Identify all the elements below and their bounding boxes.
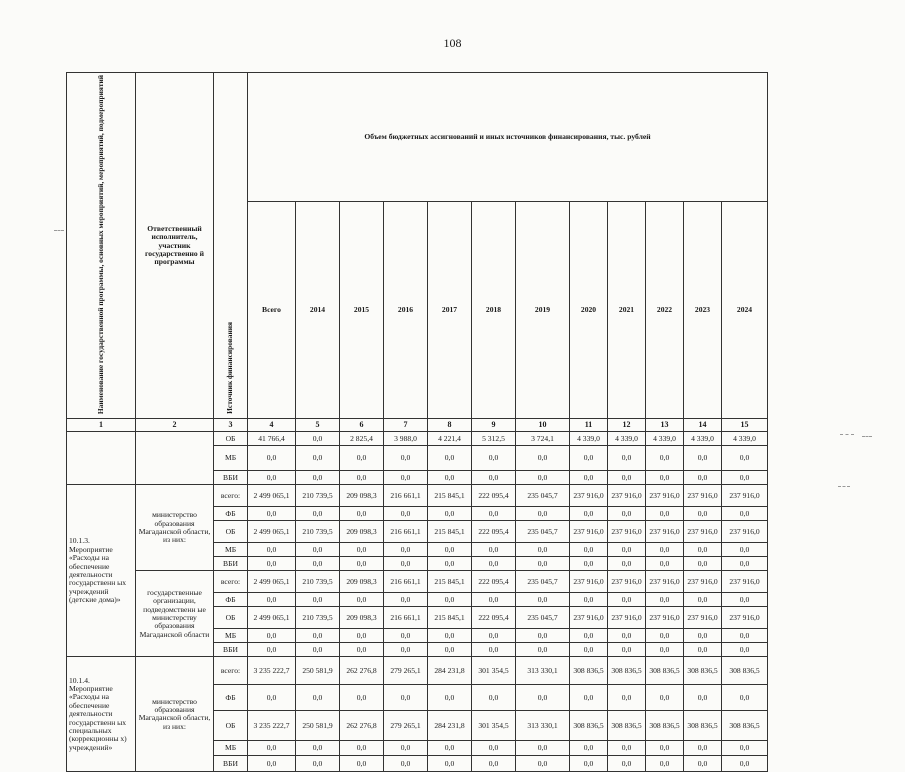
value-cell: 0,0 [384,593,428,607]
value-cell: 237 916,0 [684,485,722,507]
value-cell: 0,0 [646,557,684,571]
source-cell: ФБ [214,593,248,607]
value-cell: 237 916,0 [608,485,646,507]
value-cell: 0,0 [296,446,340,471]
header-year: 2017 [428,201,472,419]
header-budget-title: Объем бюджетных ассигнований и иных источников финансирования, тыс. рублей [248,73,768,202]
value-cell: 209 098,3 [340,607,384,629]
value-cell: 0,0 [472,543,516,557]
column-number: 1 [67,419,136,432]
value-cell: 216 661,1 [384,521,428,543]
value-cell: 284 231,8 [428,657,472,685]
value-cell: 0,0 [428,507,472,521]
value-cell: 237 916,0 [570,485,608,507]
value-cell: 0,0 [248,643,296,657]
value-cell: 0,0 [608,471,646,485]
value-cell: 210 739,5 [296,521,340,543]
value-cell: 222 095,4 [472,607,516,629]
value-cell: 0,0 [472,507,516,521]
value-cell: 0,0 [646,741,684,756]
value-cell: 216 661,1 [384,571,428,593]
value-cell: 0,0 [722,643,768,657]
value-cell: 0,0 [428,756,472,772]
value-cell: 0,0 [296,629,340,643]
value-cell: 0,0 [646,629,684,643]
value-cell: 0,0 [570,471,608,485]
value-cell: 237 916,0 [684,571,722,593]
executor-cell: министерство образования Магаданской области, из них: [136,485,214,571]
column-number: 8 [428,419,472,432]
value-cell: 0,0 [646,685,684,711]
value-cell: 0,0 [608,741,646,756]
value-cell: 2 499 065,1 [248,521,296,543]
value-cell: 0,0 [296,685,340,711]
value-cell: 0,0 [340,593,384,607]
value-cell: 308 836,5 [684,657,722,685]
value-cell: 0,0 [608,629,646,643]
value-cell: 0,0 [570,446,608,471]
header-executor: Ответственный исполнитель, участник государственно й программы [136,73,214,419]
value-cell: 0,0 [248,557,296,571]
value-cell: 0,0 [340,629,384,643]
value-cell: 308 836,5 [646,657,684,685]
column-number: 10 [516,419,570,432]
value-cell: 235 045,7 [516,607,570,629]
value-cell: 0,0 [296,557,340,571]
value-cell: 0,0 [428,446,472,471]
value-cell: 0,0 [608,557,646,571]
value-cell: 0,0 [608,643,646,657]
value-cell: 0,0 [248,446,296,471]
value-cell: 237 916,0 [722,485,768,507]
value-cell: 0,0 [722,543,768,557]
value-cell: 0,0 [570,507,608,521]
scan-mark [838,486,850,487]
value-cell: 237 916,0 [570,521,608,543]
value-cell: 308 836,5 [722,711,768,741]
value-cell: 0,0 [296,543,340,557]
value-cell: 308 836,5 [684,711,722,741]
column-number: 5 [296,419,340,432]
column-number: 14 [684,419,722,432]
source-cell: ВБИ [214,471,248,485]
value-cell: 0,0 [248,741,296,756]
value-cell: 0,0 [570,756,608,772]
value-cell: 0,0 [340,471,384,485]
value-cell: 0,0 [516,756,570,772]
program-name-cell [67,432,136,485]
value-cell: 284 231,8 [428,711,472,741]
value-cell: 0,0 [516,629,570,643]
value-cell: 222 095,4 [472,485,516,507]
value-cell: 4 339,0 [646,432,684,446]
column-number-row [67,419,768,432]
value-cell: 215 845,1 [428,607,472,629]
value-cell: 0,0 [516,471,570,485]
value-cell: 209 098,3 [340,485,384,507]
value-cell: 0,0 [428,557,472,571]
header-row-1 [67,73,768,202]
scan-mark [840,434,854,435]
value-cell: 0,0 [472,446,516,471]
value-cell: 279 265,1 [384,711,428,741]
value-cell: 237 916,0 [684,521,722,543]
value-cell: 0,0 [684,446,722,471]
value-cell: 0,0 [684,756,722,772]
value-cell: 279 265,1 [384,657,428,685]
value-cell: 0,0 [428,741,472,756]
column-number: 9 [472,419,516,432]
value-cell: 237 916,0 [646,485,684,507]
source-cell: ФБ [214,685,248,711]
value-cell: 0,0 [296,507,340,521]
value-cell: 0,0 [384,643,428,657]
value-cell: 0,0 [384,507,428,521]
value-cell: 0,0 [296,643,340,657]
value-cell: 313 330,1 [516,711,570,741]
value-cell: 308 836,5 [608,657,646,685]
value-cell: 0,0 [570,629,608,643]
header-program-name: Наименование государственной программы, основных мероприятий, мероприятий, подмероприятий [67,73,136,419]
value-cell: 0,0 [570,643,608,657]
value-cell: 237 916,0 [646,521,684,543]
value-cell: 0,0 [428,629,472,643]
value-cell: 0,0 [722,741,768,756]
scan-mark [862,436,872,437]
value-cell: 0,0 [570,543,608,557]
value-cell: 0,0 [472,741,516,756]
value-cell: 0,0 [384,741,428,756]
value-cell: 0,0 [608,507,646,521]
value-cell: 209 098,3 [340,521,384,543]
value-cell: 0,0 [340,741,384,756]
value-cell: 262 276,8 [340,657,384,685]
value-cell: 0,0 [296,741,340,756]
value-cell: 0,0 [340,446,384,471]
value-cell: 0,0 [516,543,570,557]
value-cell: 216 661,1 [384,607,428,629]
value-cell: 210 739,5 [296,607,340,629]
value-cell: 0,0 [472,643,516,657]
value-cell: 0,0 [722,685,768,711]
value-cell: 0,0 [384,446,428,471]
value-cell: 0,0 [722,446,768,471]
value-cell: 0,0 [516,685,570,711]
value-cell: 235 045,7 [516,521,570,543]
value-cell: 237 916,0 [570,607,608,629]
value-cell: 0,0 [248,471,296,485]
header-year: 2020 [570,201,608,419]
source-cell: ОБ [214,432,248,446]
column-number: 4 [248,419,296,432]
value-cell: 0,0 [684,629,722,643]
source-cell: МБ [214,543,248,557]
column-number: 7 [384,419,428,432]
source-cell: ВБИ [214,756,248,772]
value-cell: 237 916,0 [646,571,684,593]
value-cell: 215 845,1 [428,485,472,507]
value-cell: 222 095,4 [472,571,516,593]
value-cell: 0,0 [646,471,684,485]
value-cell: 0,0 [722,593,768,607]
value-cell: 237 916,0 [570,571,608,593]
value-cell: 4 221,4 [428,432,472,446]
value-cell: 0,0 [428,471,472,485]
value-cell: 2 499 065,1 [248,571,296,593]
value-cell: 0,0 [296,756,340,772]
value-cell: 237 916,0 [722,571,768,593]
value-cell: 0,0 [684,741,722,756]
header-year: 2018 [472,201,516,419]
table-row [67,485,768,507]
table-row [67,571,768,593]
value-cell: 0,0 [428,593,472,607]
column-number: 12 [608,419,646,432]
source-cell: МБ [214,741,248,756]
value-cell: 0,0 [516,446,570,471]
value-cell: 250 581,9 [296,711,340,741]
value-cell: 3 235 222,7 [248,657,296,685]
value-cell: 0,0 [428,685,472,711]
value-cell: 0,0 [248,593,296,607]
value-cell: 222 095,4 [472,521,516,543]
value-cell: 0,0 [684,543,722,557]
executor-cell: государственные организации, подведомственн ые министерству образования Магаданской области [136,571,214,657]
value-cell: 0,0 [472,629,516,643]
value-cell: 0,0 [684,685,722,711]
value-cell: 3 724,1 [516,432,570,446]
source-cell: ОБ [214,607,248,629]
value-cell: 0,0 [248,543,296,557]
value-cell: 0,0 [684,593,722,607]
value-cell: 237 916,0 [722,607,768,629]
value-cell: 0,0 [516,557,570,571]
source-cell: ФБ [214,507,248,521]
value-cell: 0,0 [608,685,646,711]
source-cell: ВБИ [214,643,248,657]
column-number: 3 [214,419,248,432]
value-cell: 237 916,0 [646,607,684,629]
value-cell: 0,0 [384,685,428,711]
value-cell: 0,0 [722,507,768,521]
value-cell: 308 836,5 [570,711,608,741]
column-number: 13 [646,419,684,432]
value-cell: 4 339,0 [570,432,608,446]
value-cell: 0,0 [384,543,428,557]
value-cell: 4 339,0 [722,432,768,446]
program-name-cell: 10.1.3. Мероприятие «Расходы на обеспечение деятельности государственн ых учреждений (детские дома)» [67,485,136,657]
value-cell: 237 916,0 [608,607,646,629]
value-cell: 0,0 [608,543,646,557]
value-cell: 5 312,5 [472,432,516,446]
value-cell: 308 836,5 [722,657,768,685]
value-cell: 0,0 [684,643,722,657]
value-cell: 235 045,7 [516,485,570,507]
value-cell: 209 098,3 [340,571,384,593]
value-cell: 0,0 [296,432,340,446]
value-cell: 0,0 [570,741,608,756]
value-cell: 210 739,5 [296,485,340,507]
source-cell: всего: [214,485,248,507]
value-cell: 0,0 [296,471,340,485]
value-cell: 0,0 [340,685,384,711]
value-cell: 237 916,0 [722,521,768,543]
value-cell: 0,0 [608,593,646,607]
value-cell: 0,0 [570,593,608,607]
value-cell: 0,0 [472,471,516,485]
header-year: 2022 [646,201,684,419]
value-cell: 0,0 [722,557,768,571]
header-year: 2016 [384,201,428,419]
value-cell: 215 845,1 [428,521,472,543]
value-cell: 0,0 [384,756,428,772]
value-cell: 0,0 [722,471,768,485]
header-source: Источник финансирования [214,73,248,419]
column-number: 2 [136,419,214,432]
value-cell: 2 825,4 [340,432,384,446]
source-cell: МБ [214,629,248,643]
value-cell: 0,0 [340,507,384,521]
value-cell: 0,0 [646,507,684,521]
source-cell: всего: [214,571,248,593]
header-year: 2019 [516,201,570,419]
value-cell: 0,0 [472,557,516,571]
value-cell: 0,0 [428,643,472,657]
column-number: 6 [340,419,384,432]
value-cell: 0,0 [516,507,570,521]
source-cell: ОБ [214,521,248,543]
value-cell: 0,0 [340,543,384,557]
value-cell: 0,0 [340,557,384,571]
executor-cell: министерство образования Магаданской области, из них: [136,657,214,772]
value-cell: 0,0 [248,629,296,643]
value-cell: 235 045,7 [516,571,570,593]
value-cell: 0,0 [248,685,296,711]
value-cell: 0,0 [646,756,684,772]
program-name-cell: 10.1.4. Мероприятие «Расходы на обеспечение деятельности государственн ых специальных (коррекционны х) учреждений» [67,657,136,772]
value-cell: 0,0 [516,741,570,756]
value-cell: 237 916,0 [608,521,646,543]
value-cell: 0,0 [384,471,428,485]
column-number: 15 [722,419,768,432]
value-cell: 4 339,0 [608,432,646,446]
table-row [67,657,768,685]
value-cell: 0,0 [684,471,722,485]
value-cell: 0,0 [646,643,684,657]
header-year: 2015 [340,201,384,419]
source-cell: МБ [214,446,248,471]
value-cell: 0,0 [384,557,428,571]
page-number: 108 [443,36,462,50]
value-cell: 308 836,5 [570,657,608,685]
value-cell: 2 499 065,1 [248,485,296,507]
value-cell: 0,0 [684,557,722,571]
value-cell: 4 339,0 [684,432,722,446]
value-cell: 237 916,0 [608,571,646,593]
scan-mark [54,230,64,231]
value-cell: 0,0 [384,629,428,643]
value-cell: 0,0 [248,756,296,772]
header-year: 2024 [722,201,768,419]
value-cell: 0,0 [722,629,768,643]
header-total: Всего [248,201,296,419]
value-cell: 0,0 [570,557,608,571]
value-cell: 308 836,5 [646,711,684,741]
header-year: 2023 [684,201,722,419]
value-cell: 2 499 065,1 [248,607,296,629]
value-cell: 308 836,5 [608,711,646,741]
value-cell: 0,0 [428,543,472,557]
executor-cell [136,432,214,485]
value-cell: 0,0 [296,593,340,607]
value-cell: 0,0 [340,643,384,657]
value-cell: 0,0 [646,543,684,557]
table-row [67,432,768,446]
value-cell: 0,0 [340,756,384,772]
value-cell: 0,0 [248,507,296,521]
column-number: 11 [570,419,608,432]
value-cell: 0,0 [570,685,608,711]
value-cell: 3 988,0 [384,432,428,446]
value-cell: 216 661,1 [384,485,428,507]
value-cell: 0,0 [516,593,570,607]
value-cell: 3 235 222,7 [248,711,296,741]
value-cell: 237 916,0 [684,607,722,629]
value-cell: 210 739,5 [296,571,340,593]
source-cell: ОБ [214,711,248,741]
table-body [67,73,768,772]
header-year: 2021 [608,201,646,419]
value-cell: 301 354,5 [472,711,516,741]
value-cell: 0,0 [472,593,516,607]
budget-table [66,72,768,772]
value-cell: 0,0 [722,756,768,772]
source-cell: всего: [214,657,248,685]
value-cell: 41 766,4 [248,432,296,446]
value-cell: 0,0 [646,593,684,607]
value-cell: 0,0 [472,685,516,711]
value-cell: 215 845,1 [428,571,472,593]
value-cell: 0,0 [516,643,570,657]
value-cell: 0,0 [608,446,646,471]
value-cell: 262 276,8 [340,711,384,741]
value-cell: 301 354,5 [472,657,516,685]
value-cell: 0,0 [608,756,646,772]
header-year: 2014 [296,201,340,419]
value-cell: 0,0 [646,446,684,471]
value-cell: 313 330,1 [516,657,570,685]
value-cell: 250 581,9 [296,657,340,685]
source-cell: ВБИ [214,557,248,571]
value-cell: 0,0 [472,756,516,772]
value-cell: 0,0 [684,507,722,521]
